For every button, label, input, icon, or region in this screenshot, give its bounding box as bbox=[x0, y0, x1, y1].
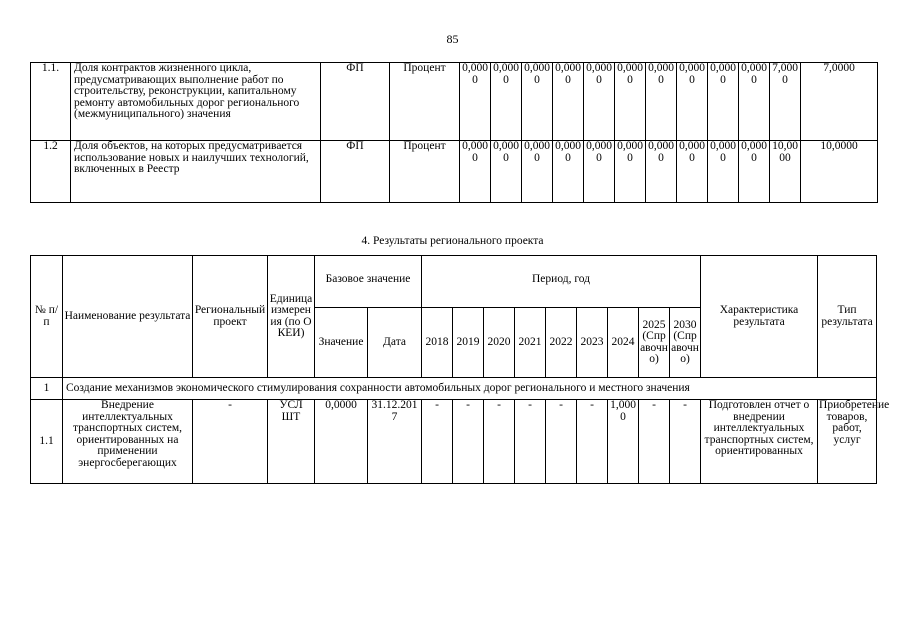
header-year: 2020 bbox=[484, 308, 515, 378]
indicator-value: 0,0000 bbox=[491, 63, 522, 141]
indicator-type: ФП bbox=[321, 141, 390, 203]
indicator-final-value: 10,0000 bbox=[801, 141, 878, 203]
indicator-final-value: 7,0000 bbox=[801, 63, 878, 141]
indicator-value: 0,0000 bbox=[584, 63, 615, 141]
indicator-value: 0,0000 bbox=[708, 141, 739, 203]
indicator-value: 0,0000 bbox=[708, 63, 739, 141]
header-base: Базовое значение bbox=[315, 256, 422, 308]
indicator-value: 0,0000 bbox=[522, 63, 553, 141]
results-table bbox=[30, 255, 890, 484]
header-year: 2024 bbox=[608, 308, 639, 378]
data-row-base-value: 0,0000 bbox=[315, 400, 368, 484]
section-title: 4. Результаты регионального проекта bbox=[361, 235, 544, 247]
data-row-year-value: - bbox=[639, 400, 670, 484]
data-row-year-value: - bbox=[546, 400, 577, 484]
indicator-value: 0,0000 bbox=[739, 141, 770, 203]
data-row-year-value: - bbox=[453, 400, 484, 484]
indicator-value: 0,0000 bbox=[460, 141, 491, 203]
data-row-unit: УСЛ ШТ bbox=[268, 400, 315, 484]
section-row-num: 1 bbox=[31, 378, 63, 400]
indicator-value: 0,0000 bbox=[677, 63, 708, 141]
indicator-row bbox=[31, 141, 878, 203]
data-row-regional: - bbox=[193, 400, 268, 484]
header-name: Наименование результата bbox=[63, 256, 193, 378]
header-result-type: Тип результата bbox=[818, 256, 877, 378]
header-year: 2018 bbox=[422, 308, 453, 378]
header-num: № п/п bbox=[31, 256, 63, 378]
indicator-value: 0,0000 bbox=[615, 141, 646, 203]
header-year: 2023 bbox=[577, 308, 608, 378]
data-row-year-value: - bbox=[484, 400, 515, 484]
indicator-num: 1.2 bbox=[31, 141, 71, 203]
indicator-value: 0,0000 bbox=[460, 63, 491, 141]
header-year: 2021 bbox=[515, 308, 546, 378]
header-year: 2025 (Справочно) bbox=[639, 308, 670, 378]
indicator-value: 0,0000 bbox=[615, 63, 646, 141]
indicator-value: 0,0000 bbox=[646, 141, 677, 203]
data-row-base-date: 31.12.2017 bbox=[368, 400, 422, 484]
top-indicators-table bbox=[30, 62, 878, 203]
indicator-value: 0,0000 bbox=[584, 141, 615, 203]
header-unit: Единица измерения (по ОКЕИ) bbox=[268, 256, 315, 378]
data-row-year-value: - bbox=[670, 400, 701, 484]
data-row-characteristic: Подготовлен отчет о внедрении интеллектуальных транспортных систем, ориентированных bbox=[701, 400, 818, 484]
indicator-value: 0,0000 bbox=[522, 141, 553, 203]
data-row-name: Внедрение интеллектуальных транспортных систем, ориентированных на применении энергосберегающих bbox=[63, 400, 193, 484]
indicator-row bbox=[31, 63, 878, 141]
indicator-value: 0,0000 bbox=[739, 63, 770, 141]
data-row-year-value: - bbox=[422, 400, 453, 484]
indicator-value: 7,0000 bbox=[770, 63, 801, 141]
indicator-value: 0,0000 bbox=[677, 141, 708, 203]
page-number: 85 bbox=[446, 32, 459, 46]
header-year: 2022 bbox=[546, 308, 577, 378]
indicator-value: 0,0000 bbox=[553, 141, 584, 203]
indicator-name: Доля контрактов жизненного цикла, предусматривающих выполнение работ по строительству, реконструкции, капитальному ремонту автомобильных дорог регионального (межмуниципального) значения bbox=[71, 63, 321, 141]
data-row-year-value: 1,0000 bbox=[608, 400, 639, 484]
indicator-unit: Процент bbox=[390, 63, 460, 141]
header-characteristic: Характеристика результата bbox=[701, 256, 818, 378]
indicator-type: ФП bbox=[321, 63, 390, 141]
header-base-value: Значение bbox=[315, 308, 368, 378]
data-row-num: 1.1 bbox=[31, 400, 63, 484]
indicator-value: 0,0000 bbox=[646, 63, 677, 141]
indicator-name: Доля объектов, на которых предусматривается использование новых и наилучших технологий, включенных в Реестр bbox=[71, 141, 321, 203]
indicator-num: 1.1. bbox=[31, 63, 71, 141]
header-regional: Региональный проект bbox=[193, 256, 268, 378]
data-row-year-value: - bbox=[577, 400, 608, 484]
header-period: Период, год bbox=[422, 256, 701, 308]
header-year: 2019 bbox=[453, 308, 484, 378]
indicator-value: 0,0000 bbox=[491, 141, 522, 203]
data-row-result-type: Приобретение товаров, работ, услуг bbox=[818, 400, 877, 484]
indicator-value: 0,0000 bbox=[553, 63, 584, 141]
header-year: 2030 (Справочно) bbox=[670, 308, 701, 378]
header-base-date: Дата bbox=[368, 308, 422, 378]
indicator-value: 10,0000 bbox=[770, 141, 801, 203]
indicator-unit: Процент bbox=[390, 141, 460, 203]
data-row-year-value: - bbox=[515, 400, 546, 484]
section-row-text: Создание механизмов экономического стимулирования сохранности автомобильных дорог регионального и местного значения bbox=[63, 378, 877, 400]
